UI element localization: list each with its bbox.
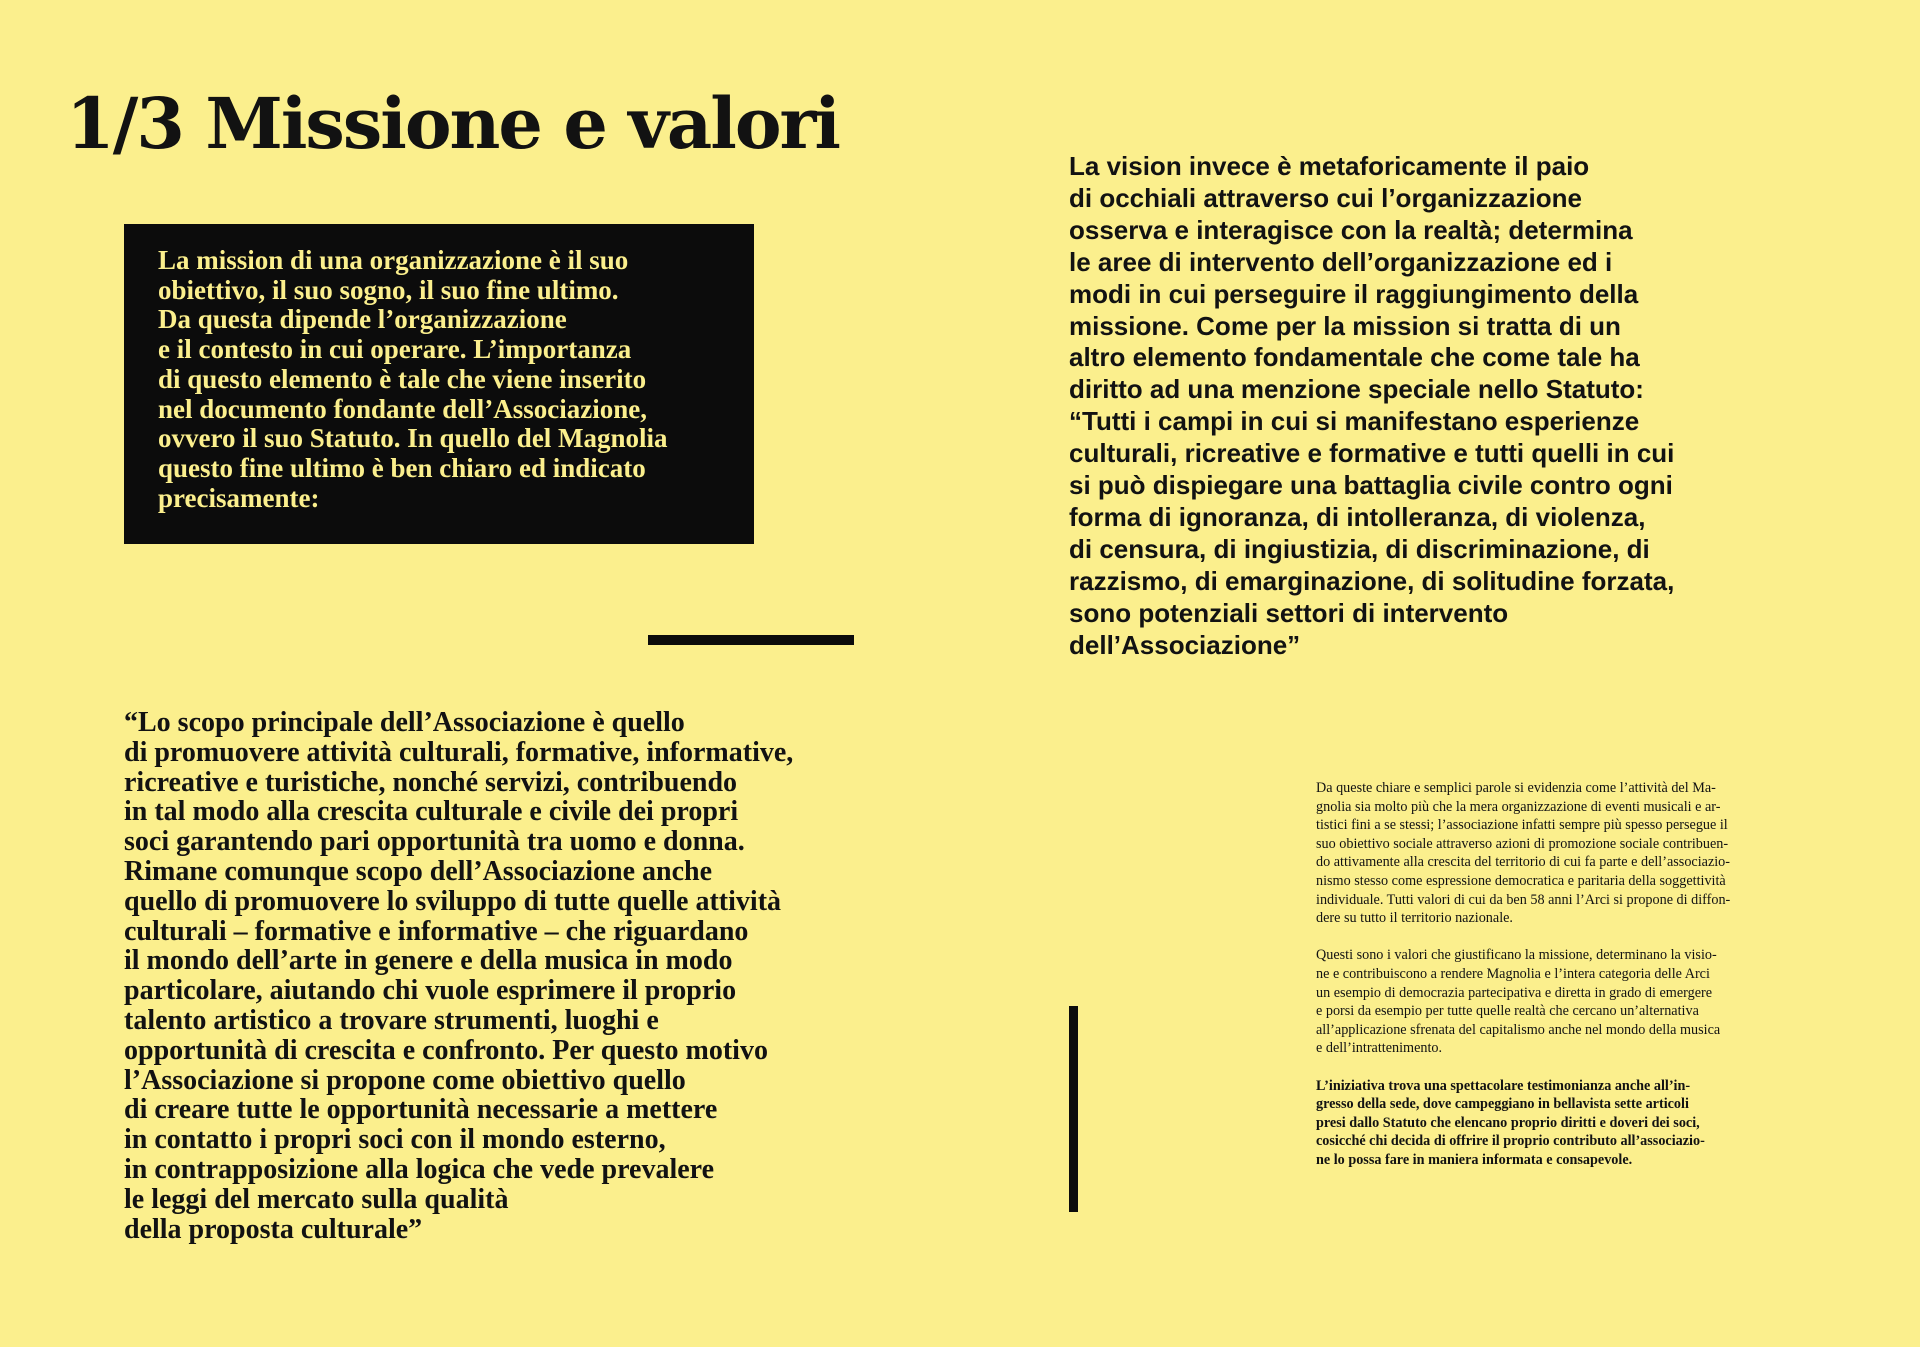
body-paragraph-1-line: do attivamente alla crescita del territorio di cui fa parte e dell’associazio- <box>1316 854 1731 871</box>
vision-text-line: modi in cui perseguire il raggiungimento della <box>1069 278 1639 309</box>
body-paragraph-3-line: cosicché chi decida di offrire il proprio contributo all’associazio- <box>1316 1133 1705 1150</box>
mission-text <box>158 246 748 513</box>
vision-text-line: missione. Come per la mission si tratta di un <box>1069 310 1621 341</box>
body-paragraph-2-line: Questi sono i valori che giustificano la missione, determinano la visio- <box>1316 947 1717 964</box>
body-paragraph-1-line: individuale. Tutti valori di cui da ben 58 anni l’Arci si propone di diffon- <box>1316 891 1731 908</box>
mission-text-line: questo fine ultimo è ben chiaro ed indicato <box>158 452 646 483</box>
mission-text-line: Da questa dipende l’organizzazione <box>158 304 567 335</box>
body-paragraph-3-line: gresso della sede, dove campeggiano in bellavista sette articoli <box>1316 1096 1689 1113</box>
mission-box <box>124 224 754 544</box>
statute-quote-line: soci garantendo pari opportunità tra uomo e donna. <box>124 826 745 858</box>
statute-quote-line: quello di promuovere lo sviluppo di tutte quelle attività <box>124 885 782 917</box>
vision-text-line: sono potenziali settori di intervento <box>1069 597 1509 628</box>
statute-quote <box>124 708 884 1244</box>
horizontal-rule <box>648 635 854 645</box>
body-paragraph-1-line: tistici fini a se stessi; l’associazione infatti sempre più spesso persegue il <box>1316 817 1728 834</box>
statute-quote-line: di promuovere attività culturali, formative, informative, <box>124 736 794 768</box>
body-paragraph-2-line: e dell’intrattenimento. <box>1316 1040 1443 1057</box>
body-paragraph-1-line: suo obiettivo sociale attraverso azioni di promozione sociale contribuen- <box>1316 835 1729 852</box>
statute-quote-line: Rimane comunque scopo dell’Associazione anche <box>124 855 712 887</box>
statute-quote-line: ricreative e turistiche, nonché servizi, contribuendo <box>124 766 738 798</box>
body-paragraph-2 <box>1316 946 1816 1058</box>
page-title: 1/3 Missione e valori <box>66 82 840 165</box>
body-text-column <box>1316 779 1816 1169</box>
vision-text-line: razzismo, di emarginazione, di solitudine forzata, <box>1069 565 1675 596</box>
vision-text-line: dell’Associazione” <box>1069 629 1301 660</box>
statute-quote-line: della proposta culturale” <box>124 1213 423 1245</box>
statute-quote-line: il mondo dell’arte in genere e della musica in modo <box>124 945 733 977</box>
vision-text-line: di occhiali attraverso cui l’organizzazione <box>1069 182 1582 213</box>
statute-quote-line: le leggi del mercato sulla qualità <box>124 1183 509 1215</box>
body-paragraph-2-line: un esempio di democrazia partecipativa e diretta in grado di emergere <box>1316 984 1713 1001</box>
statute-quote-line: opportunità di crescita e confronto. Per questo motivo <box>124 1034 768 1066</box>
statute-quote-line: “Lo scopo principale dell’Associazione è quello <box>124 707 685 738</box>
statute-quote-line: culturali – formative e informative – che riguardano <box>124 915 749 947</box>
body-paragraph-1-line: nismo stesso come espressione democratica e paritaria della soggettività <box>1316 872 1726 889</box>
vision-text-line: si può dispiegare una battaglia civile contro ogni <box>1069 470 1673 501</box>
body-paragraph-3 <box>1316 1077 1816 1170</box>
mission-text-line: obiettivo, il suo sogno, il suo fine ultimo. <box>158 274 619 305</box>
mission-text-line: La mission di una organizzazione è il suo <box>158 245 629 275</box>
vision-text-line: La vision invece è metaforicamente il paio <box>1069 151 1590 181</box>
mission-text-line: di questo elemento è tale che viene inserito <box>158 363 647 394</box>
body-paragraph-3-line: ne lo possa fare in maniera informata e consapevole. <box>1316 1151 1633 1168</box>
vision-text-line: altro elemento fondamentale che come tale ha <box>1069 342 1640 373</box>
statute-quote-line: in contatto i propri soci con il mondo esterno, <box>124 1124 666 1156</box>
body-paragraph-3-line: L’iniziativa trova una spettacolare testimonianza anche all’in- <box>1316 1077 1691 1094</box>
mission-text-line: e il contesto in cui operare. L’importanza <box>158 334 632 365</box>
vision-text-line: di censura, di ingiustizia, di discriminazione, di <box>1069 533 1650 564</box>
mission-text-line: precisamente: <box>158 482 320 513</box>
statute-quote-line: particolare, aiutando chi vuole esprimere il proprio <box>124 975 737 1007</box>
vision-text-line: le aree di intervento dell’organizzazione ed i <box>1069 246 1613 277</box>
body-paragraph-2-line: ne e contribuiscono a rendere Magnolia e l’intera categoria delle Arci <box>1316 965 1710 982</box>
body-paragraph-1 <box>1316 779 1816 928</box>
body-paragraph-2-line: e porsi da esempio per tutte quelle realtà che cercano un’alternativa <box>1316 1003 1699 1020</box>
statute-quote-line: talento artistico a trovare strumenti, luoghi e <box>124 1004 659 1036</box>
mission-text-line: ovvero il suo Statuto. In quello del Magnolia <box>158 423 668 454</box>
body-paragraph-1-line: Da queste chiare e semplici parole si evidenzia come l’attività del Ma- <box>1316 780 1716 796</box>
vision-text-line: culturali, ricreative e formative e tutti quelli in cui <box>1069 438 1675 469</box>
statute-quote-line: di creare tutte le opportunità necessarie a mettere <box>124 1094 718 1126</box>
vision-text-line: forma di ignoranza, di intolleranza, di violenza, <box>1069 501 1646 532</box>
statute-quote-line: in contrapposizione alla logica che vede prevalere <box>124 1153 715 1185</box>
body-paragraph-3-line: presi dallo Statuto che elencano proprio diritti e doveri dei soci, <box>1316 1114 1700 1131</box>
statute-quote-line: in tal modo alla crescita culturale e civile dei propri <box>124 796 739 828</box>
body-paragraph-1-line: dere su tutto il territorio nazionale. <box>1316 910 1513 927</box>
vision-text <box>1069 151 1809 662</box>
vision-text-line: “Tutti i campi in cui si manifestano esperienze <box>1069 406 1640 437</box>
mission-text-line: nel documento fondante dell’Associazione, <box>158 393 647 424</box>
vision-text-line: osserva e interagisce con la realtà; determina <box>1069 214 1633 245</box>
body-paragraph-1-line: gnolia sia molto più che la mera organizzazione di eventi musicali e ar- <box>1316 798 1721 815</box>
body-paragraph-2-line: all’applicazione sfrenata del capitalismo anche nel mondo della musica <box>1316 1021 1721 1038</box>
vision-text-line: diritto ad una menzione speciale nello Statuto: <box>1069 374 1644 405</box>
vertical-rule <box>1069 1006 1078 1212</box>
statute-quote-line: l’Associazione si propone come obiettivo quello <box>124 1064 686 1096</box>
